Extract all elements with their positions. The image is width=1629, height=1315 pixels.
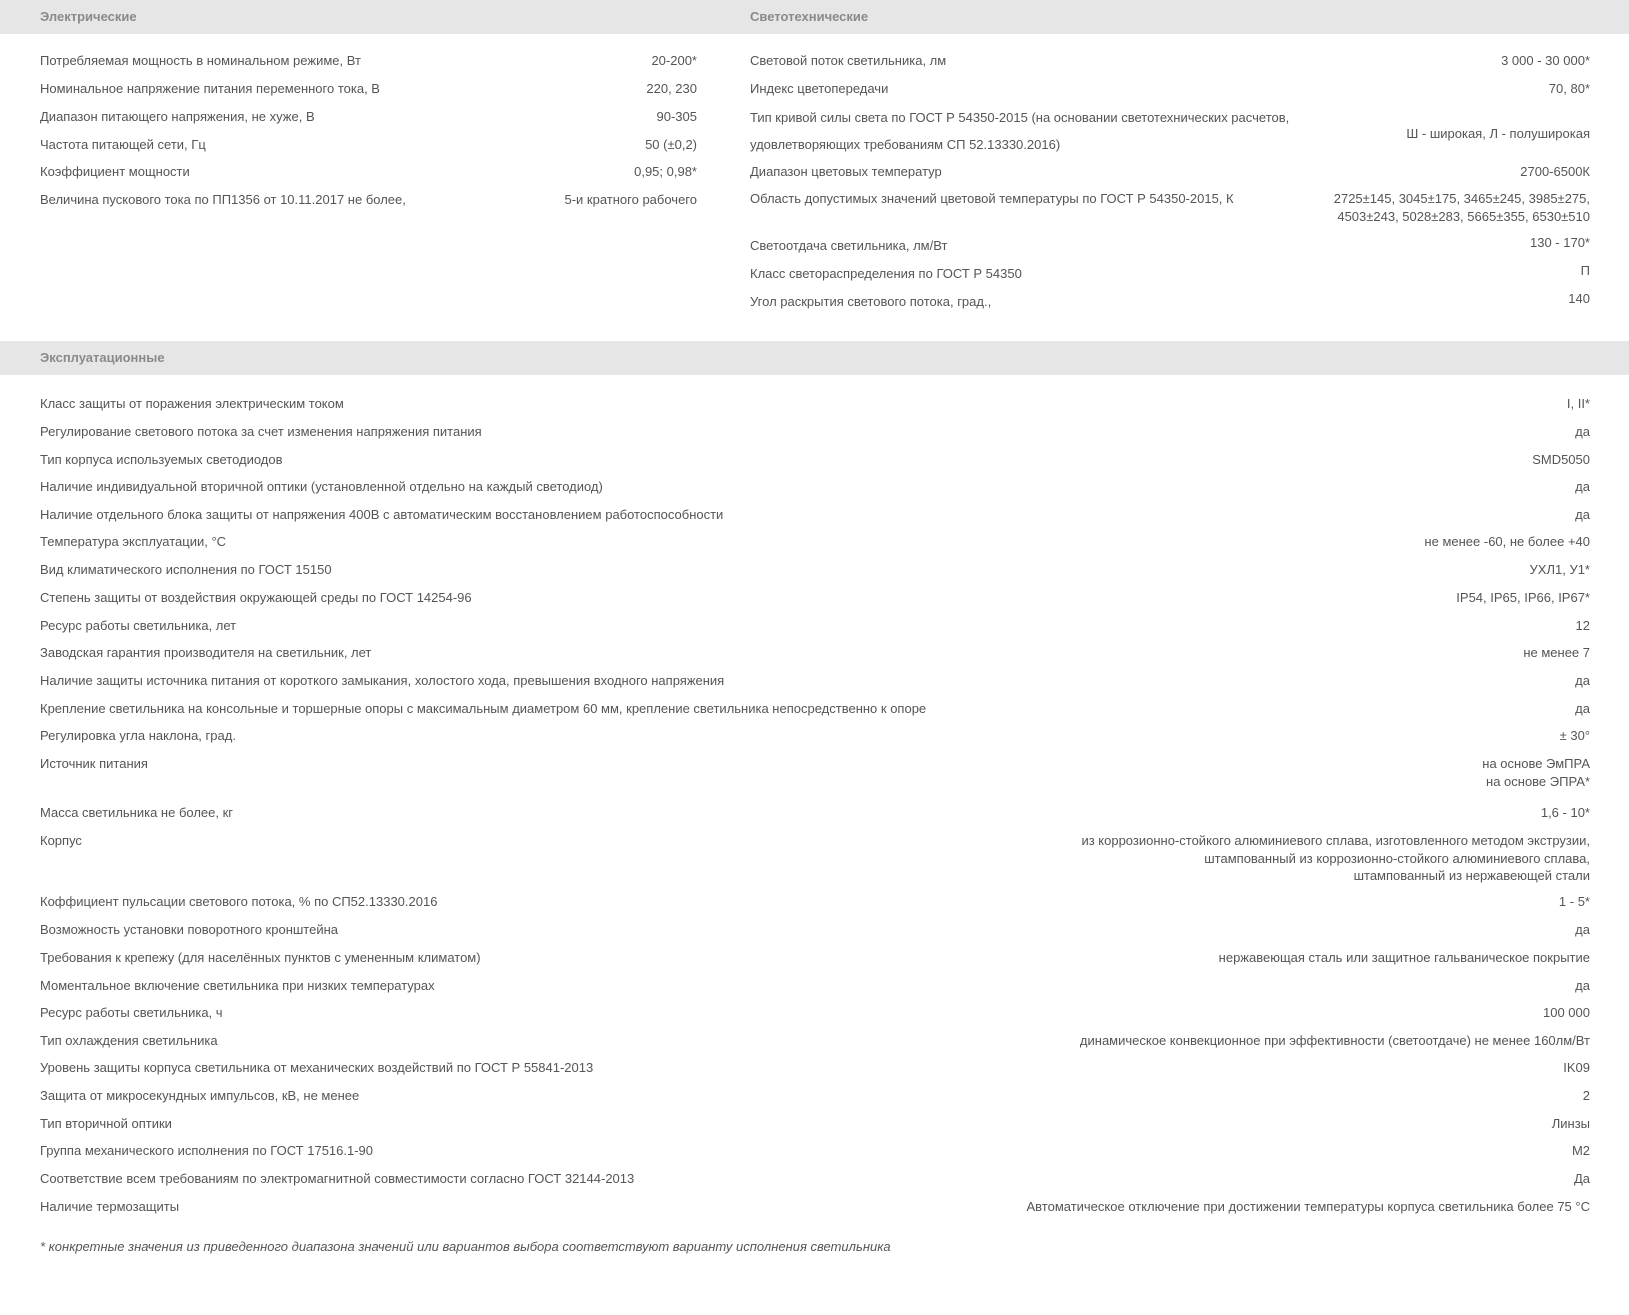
operational-section-header-bar bbox=[0, 341, 1629, 375]
table-row bbox=[40, 832, 1590, 888]
spec-label: Наличие термозащиты bbox=[40, 1199, 180, 1214]
spec-value: да bbox=[1575, 978, 1590, 993]
table-row bbox=[40, 1059, 1590, 1079]
footnote: * конкретные значения из приведенного диапазона значений или вариантов выбора соответствуют варианту исполнения светильника bbox=[40, 1239, 891, 1254]
table-row bbox=[750, 104, 1590, 154]
spec-label: Источник питания bbox=[40, 756, 148, 771]
table-row bbox=[40, 755, 1590, 793]
spec-label: Номинальное напряжение питания переменного тока, В bbox=[40, 81, 380, 96]
spec-label: Класс светораспределения по ГОСТ Р 54350 bbox=[750, 266, 1022, 281]
table-row bbox=[750, 163, 1590, 183]
spec-value: I, II* bbox=[1566, 396, 1590, 411]
spec-value: не менее -60, не более +40 bbox=[1424, 534, 1590, 549]
spec-label: Тип корпуса используемых светодиодов bbox=[40, 452, 283, 467]
spec-label: Вид климатического исполнения по ГОСТ 15150 bbox=[40, 562, 332, 577]
spec-value: 220, 230 bbox=[646, 81, 697, 96]
spec-value: да bbox=[1575, 922, 1590, 937]
spec-value: IK09 bbox=[1563, 1060, 1590, 1075]
table-row bbox=[40, 893, 1590, 913]
table-row bbox=[40, 1004, 1590, 1024]
spec-value: IP54, IP65, IP66, IP67* bbox=[1456, 590, 1590, 605]
spec-label: Тип вторичной оптики bbox=[40, 1116, 172, 1131]
spec-label: Корпус bbox=[40, 833, 82, 848]
spec-label: Регулировка угла наклона, град. bbox=[40, 728, 236, 743]
table-row bbox=[750, 80, 1590, 100]
lighting-section-title: Светотехнические bbox=[750, 9, 869, 24]
spec-value: 50 (±0,2) bbox=[645, 137, 697, 152]
spec-value: 140 bbox=[1568, 291, 1590, 306]
spec-label: Наличие защиты источника питания от короткого замыкания, холостого хода, превышения входного напряжения bbox=[40, 673, 725, 688]
spec-value: УХЛ1, У1* bbox=[1529, 562, 1590, 577]
spec-value: 70, 80* bbox=[1548, 81, 1590, 96]
table-row bbox=[40, 163, 697, 183]
spec-value: да bbox=[1575, 673, 1590, 688]
spec-value: 3 000 - 30 000* bbox=[1501, 53, 1590, 68]
spec-value: 1,6 - 10* bbox=[1540, 805, 1590, 820]
spec-label: Моментальное включение светильника при низких температурах bbox=[40, 978, 435, 993]
table-row bbox=[750, 290, 1590, 310]
spec-value: 5-и кратного рабочего bbox=[564, 192, 697, 207]
table-row bbox=[40, 395, 1590, 415]
spec-label: Световой поток светильника, лм bbox=[750, 53, 947, 68]
spec-value: Да bbox=[1573, 1171, 1590, 1186]
spec-label: Масса светильника не более, кг bbox=[40, 805, 234, 820]
spec-label: Уровень защиты корпуса светильника от механических воздействий по ГОСТ Р 55841-2013 bbox=[40, 1060, 594, 1075]
spec-label: Область допустимых значений цветовой температуры по ГОСТ Р 54350-2015, К bbox=[750, 191, 1234, 206]
table-row bbox=[40, 52, 697, 72]
table-row bbox=[40, 617, 1590, 637]
spec-label: Ресурс работы светильника, лет bbox=[40, 618, 237, 633]
spec-value: 20-200* bbox=[651, 53, 697, 68]
table-row bbox=[40, 1115, 1590, 1135]
spec-label: Требования к крепежу (для населённых пунктов с умененным климатом) bbox=[40, 950, 481, 965]
spec-label: Светоотдача светильника, лм/Вт bbox=[750, 238, 948, 253]
spec-value: не менее 7 bbox=[1523, 645, 1590, 660]
spec-label: Ресурс работы светильника, ч bbox=[40, 1005, 223, 1020]
table-row bbox=[40, 191, 697, 211]
spec-label: Соответствие всем требованиям по электромагнитной совместимости согласно ГОСТ 32144-2013 bbox=[40, 1171, 635, 1186]
spec-value: нержавеющая сталь или защитное гальваническое покрытие bbox=[1218, 950, 1590, 965]
spec-value: Линзы bbox=[1551, 1116, 1590, 1131]
spec-label: Класс защиты от поражения электрическим током bbox=[40, 396, 344, 411]
table-row bbox=[40, 1170, 1590, 1190]
table-row bbox=[40, 727, 1590, 747]
table-row bbox=[40, 977, 1590, 997]
operational-section-title: Эксплуатационные bbox=[40, 350, 165, 365]
top-section-header-bar bbox=[0, 0, 1629, 34]
spec-value: на основе ЭмПРА на основе ЭПРА* bbox=[1482, 756, 1590, 789]
table-row bbox=[40, 506, 1590, 526]
table-row bbox=[40, 672, 1590, 692]
spec-value: 2 bbox=[1582, 1088, 1590, 1103]
spec-value: динамическое конвекционное при эффективности (светоотдаче) не менее 160лм/Вт bbox=[1079, 1033, 1590, 1048]
table-row bbox=[40, 921, 1590, 941]
table-row bbox=[40, 644, 1590, 664]
spec-value: 12 bbox=[1575, 618, 1590, 633]
table-row bbox=[750, 52, 1590, 72]
spec-label: Крепление светильника на консольные и торшерные опоры с максимальным диаметром 60 мм, крепление светильника непосредственно к опоре bbox=[40, 701, 927, 716]
spec-value: П bbox=[1580, 263, 1590, 278]
spec-label: Величина пускового тока по ПП1356 от 10.11.2017 не более, bbox=[40, 192, 406, 207]
spec-value: 2725±145, 3045±175, 3465±245, 3985±275, 4503±243, 5028±283, 5665±355, 6530±510 bbox=[1333, 191, 1590, 224]
spec-label: Частота питающей сети, Гц bbox=[40, 137, 206, 152]
spec-value: М2 bbox=[1571, 1143, 1590, 1158]
spec-value: 0,95; 0,98* bbox=[634, 164, 697, 179]
spec-label: Диапазон питающего напряжения, не хуже, В bbox=[40, 109, 315, 124]
spec-value: да bbox=[1575, 701, 1590, 716]
table-row bbox=[40, 533, 1590, 553]
spec-label: Регулирование светового потока за счет изменения напряжения питания bbox=[40, 424, 482, 439]
table-row bbox=[750, 234, 1590, 254]
spec-label: Тип кривой силы света по ГОСТ Р 54350-2015 (на основании светотехнических расчетов, удовлетворяющих требованиям СП 52.13330.2016) bbox=[750, 110, 1290, 152]
table-row bbox=[40, 1087, 1590, 1107]
spec-label: Наличие отдельного блока защиты от напряжения 400В с автоматическим восстановлением работоспособности bbox=[40, 507, 724, 522]
spec-label: Температура эксплуатации, °С bbox=[40, 534, 227, 549]
table-row bbox=[40, 423, 1590, 443]
spec-value: из коррозионно-стойкого алюминиевого сплава, изготовленного методом экструзии, штампованный из коррозионно-стойкого алюминиевого сплава, штампованный из нержавеющей стали bbox=[1081, 833, 1590, 883]
table-row bbox=[750, 262, 1590, 282]
spec-label: Потребляемая мощность в номинальном режиме, Вт bbox=[40, 53, 361, 68]
spec-label: Тип охлаждения светильника bbox=[40, 1033, 218, 1048]
spec-value: 130 - 170* bbox=[1530, 235, 1590, 250]
table-row bbox=[40, 80, 697, 100]
table-row bbox=[40, 700, 1590, 720]
table-row bbox=[40, 1032, 1590, 1052]
spec-label: Группа механического исполнения по ГОСТ 17516.1-90 bbox=[40, 1143, 374, 1158]
table-row bbox=[40, 108, 697, 128]
spec-label: Угол раскрытия светового потока, град., bbox=[750, 294, 992, 309]
spec-value: да bbox=[1575, 424, 1590, 439]
table-row bbox=[40, 451, 1590, 471]
table-row bbox=[40, 136, 697, 156]
spec-value: 90-305 bbox=[656, 109, 697, 124]
electrical-section-title: Электрические bbox=[40, 9, 137, 24]
spec-label: Степень защиты от воздействия окружающей среды по ГОСТ 14254-96 bbox=[40, 590, 472, 605]
spec-value: да bbox=[1575, 507, 1590, 522]
spec-value: Автоматическое отключение при достижении температуры корпуса светильника более 75 °С bbox=[1026, 1199, 1590, 1214]
spec-label: Диапазон цветовых температур bbox=[750, 164, 942, 179]
spec-value: 2700-6500К bbox=[1520, 164, 1590, 179]
spec-value: 100 000 bbox=[1543, 1005, 1590, 1020]
spec-label: Возможность установки поворотного кронштейна bbox=[40, 922, 339, 937]
spec-value: ± 30° bbox=[1559, 728, 1590, 743]
spec-label: Коффициент пульсации светового потока, % по СП52.13330.2016 bbox=[40, 894, 438, 909]
spec-label: Заводская гарантия производителя на светильник, лет bbox=[40, 645, 372, 660]
table-row bbox=[40, 1142, 1590, 1162]
table-row bbox=[750, 190, 1590, 226]
spec-label: Коэффициент мощности bbox=[40, 164, 190, 179]
spec-value: 1 - 5* bbox=[1558, 894, 1590, 909]
spec-label: Наличие индивидуальной вторичной оптики (установленной отдельно на каждый светодиод) bbox=[40, 479, 603, 494]
table-row bbox=[40, 1198, 1590, 1218]
spec-label: Защита от микросекундных импульсов, кВ, не менее bbox=[40, 1088, 360, 1103]
table-row bbox=[40, 804, 1590, 824]
spec-label: Индекс цветопередачи bbox=[750, 81, 889, 96]
table-row bbox=[40, 949, 1590, 969]
table-row bbox=[40, 561, 1590, 581]
spec-value: Ш - широкая, Л - полуширокая bbox=[1406, 126, 1590, 141]
table-row bbox=[40, 589, 1590, 609]
spec-value: SMD5050 bbox=[1532, 452, 1590, 467]
table-row bbox=[40, 478, 1590, 498]
spec-value: да bbox=[1575, 479, 1590, 494]
